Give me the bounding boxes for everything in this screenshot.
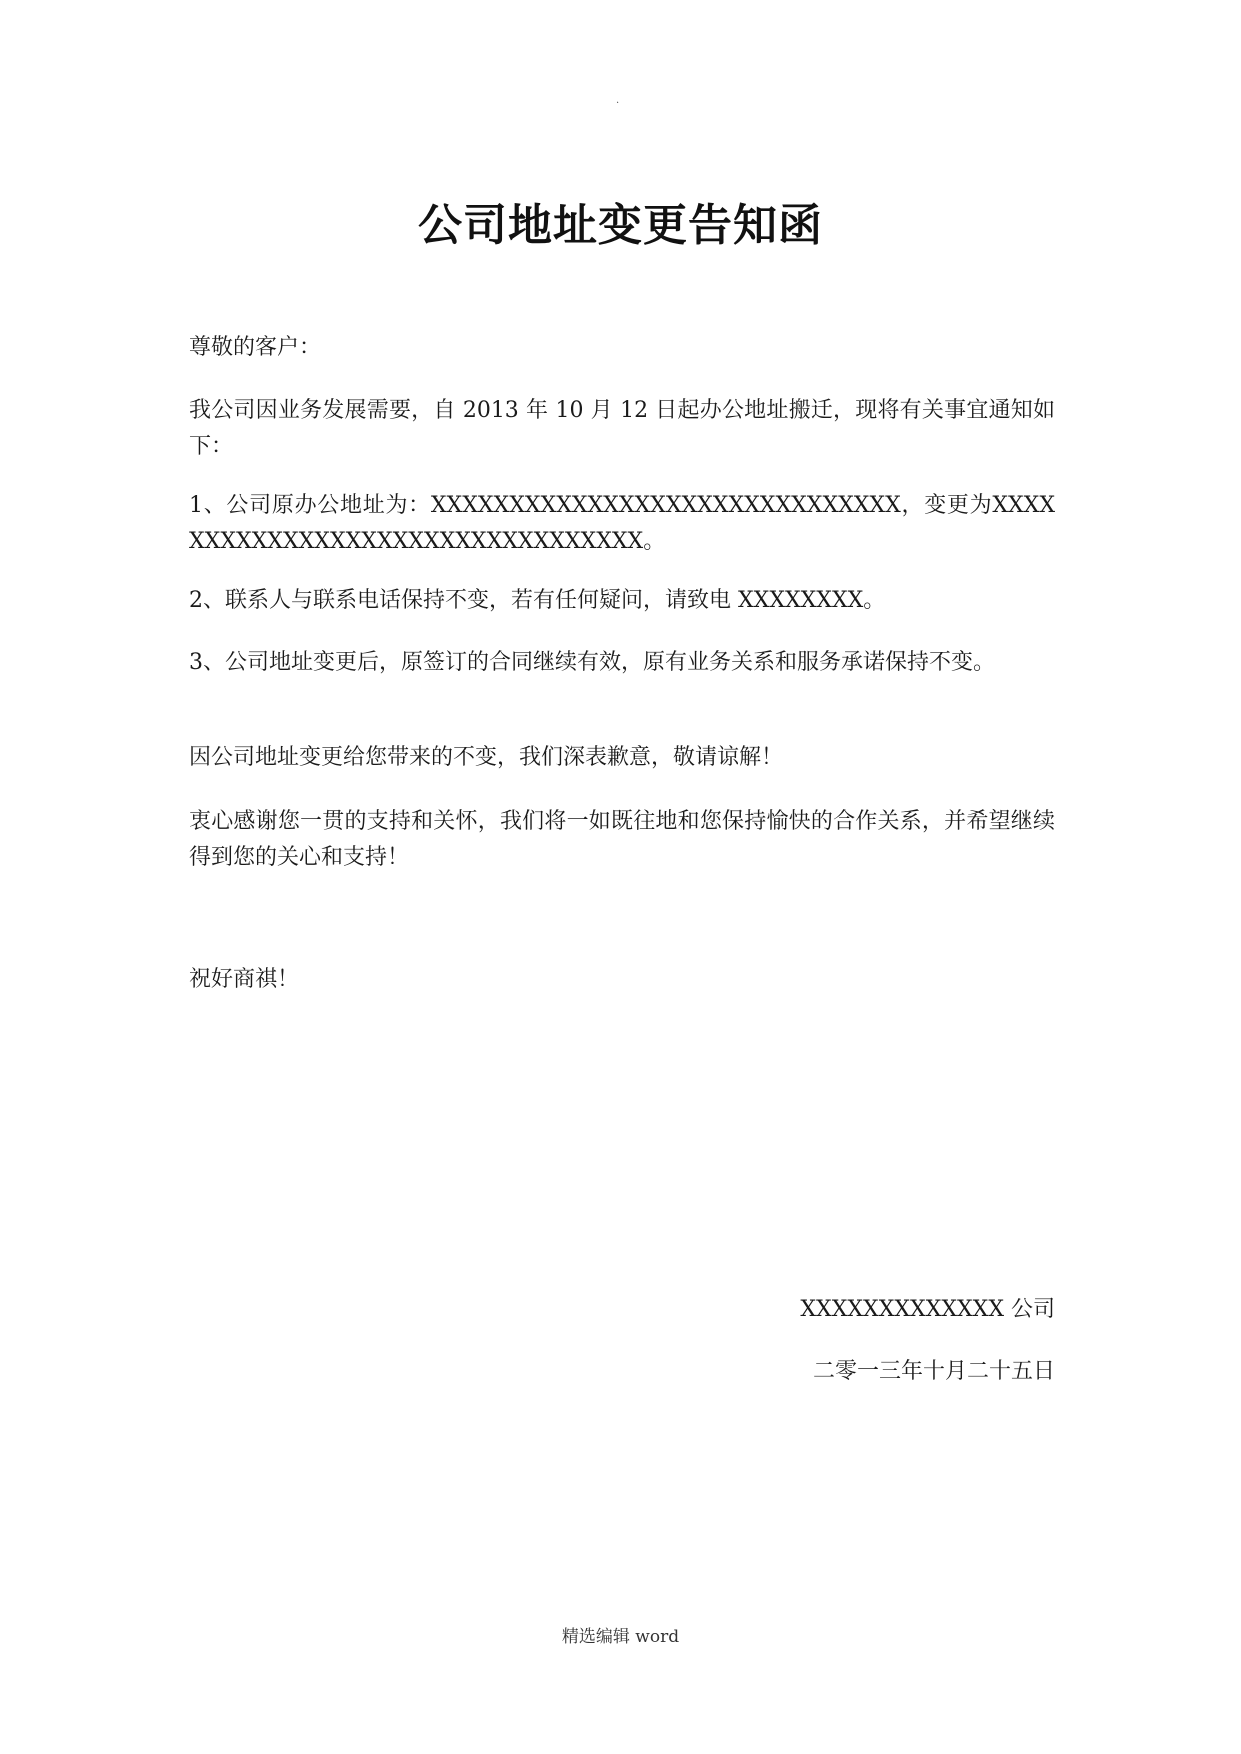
closing-line: 祝好商祺！ (189, 967, 300, 992)
apology-paragraph: 因公司地址变更给您带来的不变，我们深表歉意，敬请谅解！ (189, 745, 784, 770)
signature-company: XXXXXXXXXXXXX 公司 (800, 1297, 1055, 1322)
header-marker: . (616, 95, 620, 106)
intro-paragraph: 我公司因业务发展需要，自 2013 年 10 月 12 日起办公地址搬迁，现将有关事宜通知如下： (189, 398, 1055, 459)
item-3-paragraph: 3、公司地址变更后，原签订的合同继续有效，原有业务关系和服务承诺保持不变。 (189, 650, 995, 675)
item-2-paragraph: 2、联系人与联系电话保持不变，若有任何疑问，请致电 XXXXXXXX。 (189, 588, 886, 613)
signature-date: 二零一三年十月二十五日 (812, 1359, 1055, 1384)
page-footer: 精选编辑 word (561, 1627, 680, 1647)
salutation: 尊敬的客户： (189, 335, 322, 360)
thanks-paragraph: 衷心感谢您一贯的支持和关怀，我们将一如既往地和您保持愉快的合作关系，并希望继续得到您的关心和支持！ (189, 809, 1055, 870)
item-1-paragraph: 1、公司原办公地址为：XXXXXXXXXXXXXXXXXXXXXXXXXXXXXX，变更为XXXXXXXXXXXXXXXXXXXXXXXXXXXXXXXXX。 (189, 493, 1055, 554)
page-title: 公司地址变更告知函 (418, 200, 823, 251)
